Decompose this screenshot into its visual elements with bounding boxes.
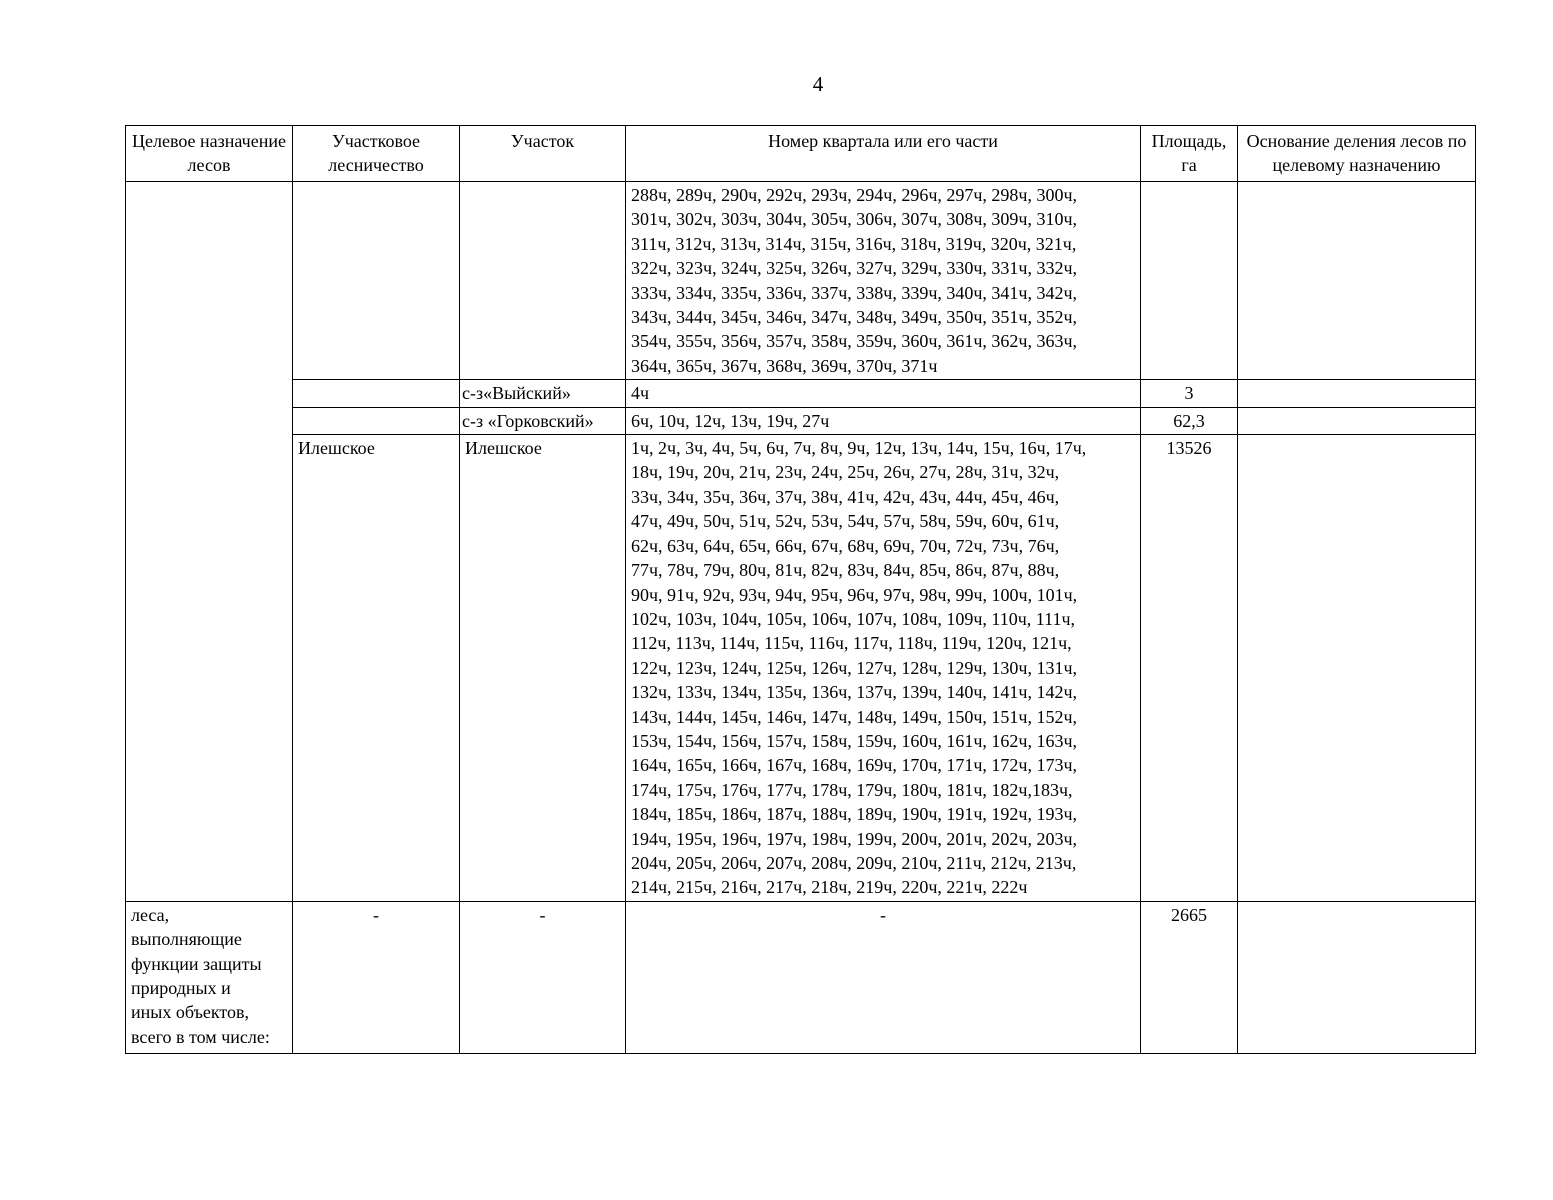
cell-area: 3 — [1141, 380, 1238, 407]
cell-basis — [1238, 407, 1476, 434]
cell-basis — [1238, 901, 1476, 1053]
cell-plot — [460, 182, 626, 380]
cell-purpose — [126, 182, 293, 902]
cell-plot: с-з «Горковский» — [460, 407, 626, 434]
cell-plot: - — [460, 901, 626, 1053]
header-forestry: Участковое лесничество — [293, 126, 460, 182]
header-area: Площадь, га — [1141, 126, 1238, 182]
cell-forestry — [293, 380, 460, 407]
table-row — [126, 901, 1476, 1053]
cell-forestry — [293, 407, 460, 434]
cell-quarters: 6ч, 10ч, 12ч, 13ч, 19ч, 27ч — [626, 407, 1141, 434]
cell-basis — [1238, 435, 1476, 902]
forest-purpose-table — [125, 125, 1476, 1054]
header-purpose: Целевое назначение лесов — [126, 126, 293, 182]
cell-quarters: - — [626, 901, 1141, 1053]
header-quarters: Номер квартала или его части — [626, 126, 1141, 182]
cell-forestry — [293, 182, 460, 380]
cell-plot: Илешское — [460, 435, 626, 902]
cell-quarters: 1ч, 2ч, 3ч, 4ч, 5ч, 6ч, 7ч, 8ч, 9ч, 12ч, 13ч, 14ч, 15ч, 16ч, 17ч, 18ч, 19ч, 20ч, 21ч, 23ч, 24ч, 25ч, 26ч, 27ч, 28ч, 31ч, 32ч, 33ч, 34ч, 35ч, 36ч, 37ч, 38ч, 41ч, 42ч, 43ч, 44ч, 45ч, 46ч, 47ч, 49ч, 50ч, 51ч, 52ч, 53ч, 54ч, 57ч, 58ч, 59ч, 60ч, 61ч, 62ч, 63ч, 64ч, 65ч, 66ч, 67ч, 68ч, 69ч, 70ч, 72ч, 73ч, 76ч, 77ч, 78ч, 79ч, 80ч, 81ч, 82ч, 83ч, 84ч, 85ч, 86ч, 87ч, 88ч, 90ч, 91ч, 92ч, 93ч, 94ч, 95ч, 96ч, 97ч, 98ч, 99ч, 100ч, 101ч, 102ч, 103ч, 104ч, 105ч, 106ч, 107ч, 108ч, 109ч, 110ч, 111ч, 112ч, 113ч, 114ч, 115ч, 116ч, 117ч, 118ч, 119ч, 120ч, 121ч, 122ч, 123ч, 124ч, 125ч, 126ч, 127ч, 128ч, 129ч, 130ч, 131ч, 132ч, 133ч, 134ч, 135ч, 136ч, 137ч, 139ч, 140ч, 141ч, 142ч, 143ч, 144ч, 145ч, 146ч, 147ч, 148ч, 149ч, 150ч, 151ч, 152ч, 153ч, 154ч, 156ч, 157ч, 158ч, 159ч, 160ч, 161ч, 162ч, 163ч, 164ч, 165ч, 166ч, 167ч, 168ч, 169ч, 170ч, 171ч, 172ч, 173ч, 174ч, 175ч, 176ч, 177ч, 178ч, 179ч, 180ч, 181ч, 182ч,183ч, 184ч, 185ч, 186ч, 187ч, 188ч, 189ч, 190ч, 191ч, 192ч, 193ч, 194ч, 195ч, 196ч, 197ч, 198ч, 199ч, 200ч, 201ч, 202ч, 203ч, 204ч, 205ч, 206ч, 207ч, 208ч, 209ч, 210ч, 211ч, 212ч, 213ч, 214ч, 215ч, 216ч, 217ч, 218ч, 219ч, 220ч, 221ч, 222ч — [626, 435, 1141, 902]
cell-basis — [1238, 182, 1476, 380]
table-row — [126, 435, 1476, 902]
cell-area — [1141, 182, 1238, 380]
cell-quarters: 4ч — [626, 380, 1141, 407]
cell-purpose: леса, выполняющие функции защиты природных и иных объектов, всего в том числе: — [126, 901, 293, 1053]
cell-plot: с-з«Выйский» — [460, 380, 626, 407]
header-plot: Участок — [460, 126, 626, 182]
cell-area: 62,3 — [1141, 407, 1238, 434]
cell-quarters: 288ч, 289ч, 290ч, 292ч, 293ч, 294ч, 296ч, 297ч, 298ч, 300ч, 301ч, 302ч, 303ч, 304ч, 305ч, 306ч, 307ч, 308ч, 309ч, 310ч, 311ч, 312ч, 313ч, 314ч, 315ч, 316ч, 318ч, 319ч, 320ч, 321ч, 322ч, 323ч, 324ч, 325ч, 326ч, 327ч, 329ч, 330ч, 331ч, 332ч, 333ч, 334ч, 335ч, 336ч, 337ч, 338ч, 339ч, 340ч, 341ч, 342ч, 343ч, 344ч, 345ч, 346ч, 347ч, 348ч, 349ч, 350ч, 351ч, 352ч, 354ч, 355ч, 356ч, 357ч, 358ч, 359ч, 360ч, 361ч, 362ч, 363ч, 364ч, 365ч, 367ч, 368ч, 369ч, 370ч, 371ч — [626, 182, 1141, 380]
page-number: 4 — [812, 72, 824, 96]
table-row — [126, 182, 1476, 380]
cell-area: 2665 — [1141, 901, 1238, 1053]
cell-area: 13526 — [1141, 435, 1238, 902]
header-basis: Основание деления лесов по целевому назначению — [1238, 126, 1476, 182]
table-row — [126, 407, 1476, 434]
cell-basis — [1238, 380, 1476, 407]
table-row — [126, 380, 1476, 407]
cell-forestry: Илешское — [293, 435, 460, 902]
cell-forestry: - — [293, 901, 460, 1053]
table-header-row — [126, 126, 1476, 182]
